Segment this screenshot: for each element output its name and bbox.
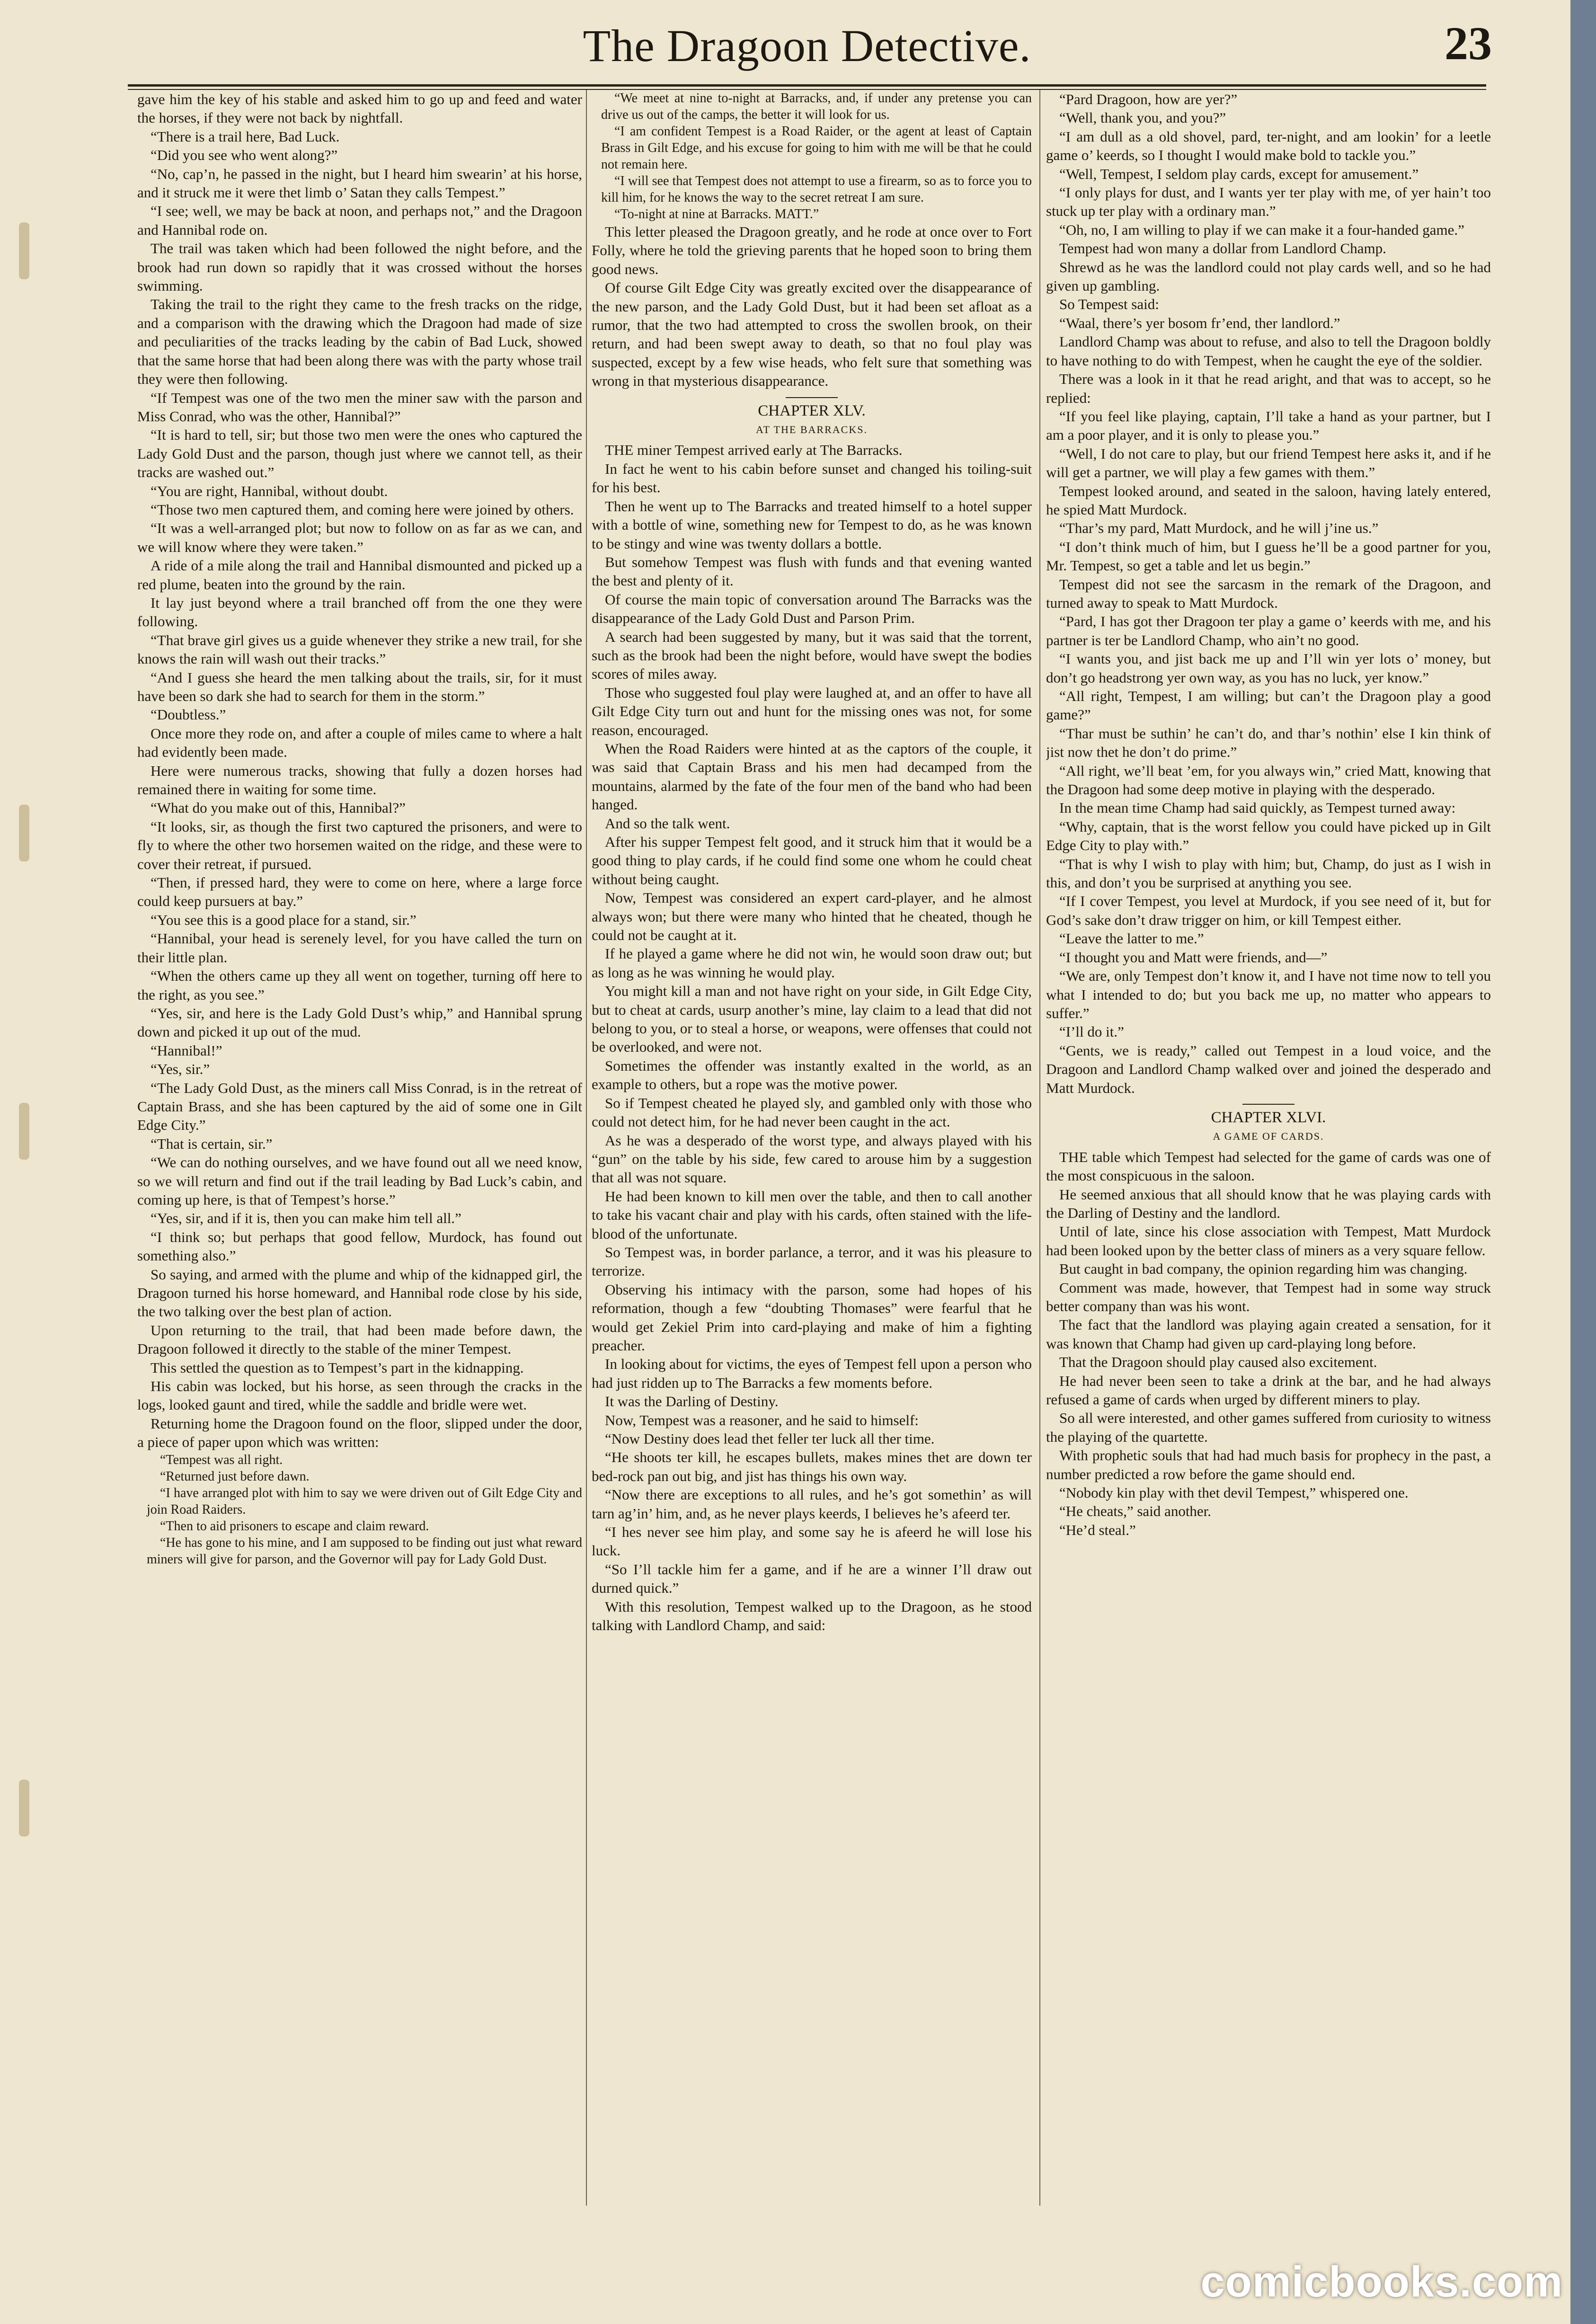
column-right	[1046, 90, 1491, 2220]
paragraph: “It was a well-arranged plot; but now to follow on as far as we can, and we will know where they were taken.”	[137, 520, 582, 555]
paragraph: Of course Gilt Edge City was greatly excited over the disappearance of the new parson, and the Lady Gold Dust, but it had been set afloat as a rumor, that the two had attempted to cross the swollen brook, on their return, and had been swept away to death, so that no foul play was suspected, except by a few wise heads, who felt sure that something was wrong in that mysterious disappearance.	[592, 279, 1032, 390]
paragraph: Those who suggested foul play were laughed at, and an offer to have all Gilt Edge City turn out and hunt for the missing ones was not, for some reason, encouraged.	[592, 684, 1032, 738]
paragraph: “If you feel like playing, captain, I’ll take a hand as your partner, but I am a poor player, and it is only to please you.”	[1046, 408, 1491, 444]
paragraph: But somehow Tempest was flush with funds and that evening wanted the best and plenty of it.	[592, 553, 1032, 589]
written-note	[137, 1452, 582, 1568]
paragraph: “Hannibal, your head is serenely level, for you have called the turn on their little plan.	[137, 930, 582, 966]
page-header	[128, 12, 1492, 83]
paragraph: “So I’ll tackle him fer a game, and if he are a winner I’ll draw out durned quick.”	[592, 1561, 1032, 1597]
paragraph: After his supper Tempest felt good, and it struck him that it would be a good thing to play cards, if he could find some one whom he could cheat without being caught.	[592, 834, 1032, 887]
paragraph: “Leave the latter to me.”	[1059, 930, 1204, 947]
paragraph: It lay just beyond where a trail branched off from the one they were following.	[137, 594, 582, 630]
watermark-text: comicbooks.com	[1200, 2258, 1563, 2306]
paragraph: “I think so; but perhaps that good fellow, Murdock, has found out something also.”	[137, 1228, 582, 1264]
paragraph: “I’ll do it.”	[1059, 1023, 1124, 1040]
paragraph: “I see; well, we may be back at noon, and perhaps not,” and the Dragoon and Hannibal rode on.	[137, 203, 582, 238]
story-text	[1046, 90, 1491, 1097]
paragraph: “Gents, we is ready,” called out Tempest in a loud voice, and the Dragoon and Landlord Champ walked over and joined the desperado and Matt Murdock.	[1046, 1042, 1491, 1096]
paragraph: “Now there are exceptions to all rules, and he’s got somethin’ as will tarn ag’in’ him, and, as he never plays keerds, I believes he’s afeerd ter.	[592, 1486, 1032, 1522]
paragraph: It was the Darling of Destiny.	[605, 1393, 779, 1410]
binding-hole	[19, 1103, 29, 1160]
paragraph: So if Tempest cheated he played sly, and gambled only with those who could not detect him, for he had never been caught in the act.	[592, 1094, 1032, 1130]
paragraph: “We can do nothing ourselves, and we have found out all we need know, so we will return and find out if the trail leading by Bad Luck’s cabin, and coming up here, is that of Tempest’s horse.”	[137, 1154, 582, 1208]
paragraph: “I thought you and Matt were friends, and—”	[1059, 949, 1328, 966]
column-left	[137, 90, 582, 2220]
paragraph: “You see this is a good place for a stand, sir.”	[151, 911, 417, 928]
chapter-heading: CHAPTER XLVI.	[1211, 1109, 1326, 1126]
binding-hole	[19, 1780, 29, 1836]
chapter-heading: CHAPTER XLV.	[758, 402, 866, 419]
paragraph: “It is hard to tell, sir; but those two men were the ones who captured the Lady Gold Dust and the parson, though just where we cannot tell, as their tracks are washed out.”	[137, 426, 582, 481]
paragraph: Tempest looked around, and seated in the saloon, having lately entered, he spied Matt Murdock.	[1046, 482, 1491, 518]
binding-hole	[19, 222, 29, 279]
paragraph: Now, Tempest was considered an expert card-player, and he almost always won; but there were many who hinted that he cheated, though he could not be caught at it.	[592, 889, 1032, 944]
paragraph: That the Dragoon should play caused also excitement.	[1059, 1354, 1377, 1371]
paragraph: “Hannibal!”	[151, 1042, 222, 1059]
binding-hole	[19, 805, 29, 861]
paragraph: He had been known to kill men over the table, and then to call another to take his vacant chair and play with his cards, often stained with the life-blood of the unfortunate.	[592, 1188, 1032, 1242]
paragraph: Taking the trail to the right they came to the fresh tracks on the ridge, and a comparison with the drawing which the Dragoon had made of size and peculiarities of the tracks leading by the cabin of Bad Luck, showed that the same horse that had been along there was with the party whose trail they were then following.	[137, 296, 582, 388]
paragraph: “Then to aid prisoners to escape and claim reward.	[160, 1518, 429, 1534]
paragraph: Tempest did not see the sarcasm in the remark of the Dragoon, and turned away to speak to Matt Murdock.	[1046, 576, 1491, 611]
paragraph: “I have arranged plot with him to say we were driven out of Gilt Edge City and join Road Raiders.	[147, 1485, 582, 1517]
paragraph: “Nobody kin play with thet devil Tempest,” whispered one.	[1059, 1484, 1409, 1501]
paragraph: “He’d steal.”	[1059, 1521, 1136, 1538]
paragraph: “I am dull as a old shovel, pard, ter-night, and am lookin’ for a leetle game o’ keerds, so I thought I would make bold to tackle you.”	[1046, 128, 1491, 164]
paragraph: If he played a game where he did not win, he would soon draw out; but as long as he was winning he would play.	[592, 945, 1032, 981]
paragraph: He had never been seen to take a drink at the bar, and he had always refused a game of cards when urged by different miners to play.	[1046, 1372, 1491, 1408]
paragraph: “Pard, I has got ther Dragoon ter play a game o’ keerds with me, and his partner is ter be Landlord Champ, who ain’t no good.	[1046, 613, 1491, 648]
paragraph: “No, cap’n, he passed in the night, but I heard him swearin’ at his horse, and it struck me it were thet limb o’ Satan they calls Tempest.”	[137, 165, 582, 201]
paragraph: In fact he went to his cabin before sunset and changed his toiling-suit for his best.	[592, 460, 1032, 496]
paragraph: “Those two men captured them, and coming here were joined by others.	[151, 501, 574, 518]
paragraph: So all were interested, and other games suffered from curiosity to witness the playing of the quartette.	[1046, 1410, 1491, 1445]
paragraph: Upon returning to the trail, that had been made before dawn, the Dragoon followed it directly to the stable of the miner Tempest.	[137, 1322, 582, 1357]
story-text	[592, 222, 1032, 390]
paragraph: This settled the question as to Tempest’s part in the kidnapping.	[151, 1359, 524, 1376]
chapter-subtitle: A GAME OF CARDS.	[1213, 1130, 1324, 1143]
paragraph: This letter pleased the Dragoon greatly, and he rode at once over to Fort Folly, where he told the grieving parents that he hoped soon to bring them good news.	[592, 223, 1032, 277]
paragraph: “I only plays for dust, and I wants yer ter play with me, of yer hain’t too stuck up ter play with a ordinary man.”	[1046, 184, 1491, 220]
paragraph: A ride of a mile along the trail and Hannibal dismounted and picked up a red plume, beaten into the ground by the rain.	[137, 557, 582, 593]
paragraph: “I don’t think much of him, but I guess he’ll be a good partner for you, Mr. Tempest, so get a table and let us begin.”	[1046, 538, 1491, 574]
paragraph: “Thar’s my pard, Matt Murdock, and he will j’ine us.”	[1059, 520, 1379, 537]
paragraph: Landlord Champ was about to refuse, and also to tell the Dragoon boldly to have nothing to do with Tempest, when he caught the eye of the soldier.	[1046, 333, 1491, 369]
paragraph: “If I cover Tempest, you level at Murdock, if you see need of it, but for God’s sake don’t draw trigger on him, or kill Tempest either.	[1046, 893, 1491, 928]
paragraph: “You are right, Hannibal, without doubt.	[151, 482, 388, 499]
story-text	[1046, 1148, 1491, 1540]
paragraph: Returning home the Dragoon found on the floor, slipped under the door, a piece of paper upon which was written:	[137, 1415, 582, 1451]
paragraph: THE table which Tempest had selected for the game of cards was one of the most conspicuous in the saloon.	[1046, 1148, 1491, 1184]
paragraph: “He cheats,” said another.	[1059, 1503, 1212, 1520]
paragraph: “Yes, sir, and if it is, then you can make him tell all.”	[151, 1210, 461, 1227]
paragraph: Of course the main topic of conversation around The Barracks was the disappearance of the Lady Gold Dust and Parson Prim.	[592, 591, 1032, 627]
paragraph: “I am confident Tempest is a Road Raider, or the agent at least of Captain Brass in Gilt Edge, and his excuse for going to him with me will be that he could not remain here.	[601, 124, 1032, 172]
paragraph: “It looks, sir, as though the first two captured the prisoners, and were to fly to where the other two horsemen waited on the ridge, and these were to cover their retreat, if pursued.	[137, 818, 582, 872]
paragraph: “He shoots ter kill, he escapes bullets, makes mines thet are down ter bed-rock pan out big, and jist has things his own way.	[592, 1449, 1032, 1484]
paragraph: gave him the key of his stable and asked him to go up and feed and water the horses, if they were not back by nightfall.	[137, 91, 582, 126]
paragraph: As he was a desperado of the worst type, and always played with his “gun” on the table by his side, few cared to arouse him by a suggestion that all was not square.	[592, 1132, 1032, 1186]
paragraph: “All right, Tempest, I am willing; but can’t the Dragoon play a good game?”	[1046, 688, 1491, 723]
page-number: 23	[1445, 17, 1492, 70]
paragraph: “Well, Tempest, I seldom play cards, except for amusement.”	[1059, 165, 1419, 182]
paragraph: “Then, if pressed hard, they were to come on here, where a large force could keep pursuers at bay.”	[137, 874, 582, 910]
paragraph: “Waal, there’s yer bosom fr’end, ther landlord.”	[1059, 314, 1340, 331]
paragraph: “That is certain, sir.”	[151, 1135, 273, 1152]
paragraph: “That brave girl gives us a guide whenever they strike a new trail, for she knows the rain will wash out their tracks.”	[137, 631, 582, 667]
paragraph: Here were numerous tracks, showing that fully a dozen horses had remained there in waiting for some time.	[137, 762, 582, 798]
paragraph: “What do you make out of this, Hannibal?”	[151, 799, 406, 816]
paragraph: The trail was taken which had been followed the night before, and the brook had run down so rapidly that it was crossed without the horses swimming.	[137, 240, 582, 294]
paragraph: “And I guess she heard the men talking about the trails, sir, for it must have been so dark she had to search for them in the storm.”	[137, 669, 582, 704]
paragraph: “I wants you, and jist back me up and I’ll win yer lots o’ money, but don’t go headstrong yer own way, as you has no luck, yer know.”	[1046, 650, 1491, 686]
paragraph: Comment was made, however, that Tempest had in some way struck better company than was his wont.	[1046, 1279, 1491, 1314]
paragraph: Then he went up to The Barracks and treated himself to a hotel supper with a bottle of wine, something new for Tempest to do, as he was known to be stingy and wine was twenty dollars a bottle.	[592, 497, 1032, 552]
paragraph: With this resolution, Tempest walked up to the Dragoon, as he stood talking with Landlord Champ, and said:	[592, 1598, 1032, 1634]
paragraph: When the Road Raiders were hinted at as the captors of the couple, it was said that Captain Brass and his men had decamped from the mountains, alarmed by the fate of the four men of the band who had been hanged.	[592, 740, 1032, 813]
paragraph: A search had been suggested by many, but it was said that the torrent, such as the brook had been the night before, would have swept the bodies scores of miles away.	[592, 628, 1032, 683]
paragraph: “Thar must be suthin’ he can’t do, and thar’s nothin’ else I kin think of jist now thet he don’t do prime.”	[1046, 725, 1491, 761]
paragraph: “The Lady Gold Dust, as the miners call Miss Conrad, is in the retreat of Captain Brass, and she has been captured by the aid of some one in Gilt Edge City.”	[137, 1079, 582, 1134]
paragraph: Tempest had won many a dollar from Landlord Champ.	[1059, 240, 1386, 257]
paragraph: And so the talk went.	[605, 815, 730, 832]
paragraph: “Did you see who went along?”	[151, 147, 338, 164]
paragraph: “All right, we’ll beat ’em, for you always win,” cried Matt, knowing that the Dragoon had some deep motive in playing with the desperado.	[1046, 762, 1491, 798]
chapter-rule	[1242, 1104, 1295, 1105]
header-rule	[128, 84, 1486, 87]
paragraph: “Yes, sir.”	[151, 1061, 210, 1078]
paragraph: “He has gone to his mine, and I am supposed to be finding out just what reward miners will give for parson, and the Governor will pay for Lady Gold Dust.	[147, 1535, 582, 1567]
paragraph: So saying, and armed with the plume and whip of the kidnapped girl, the Dragoon turned his horse homeward, and Hannibal rode close by his side, the two talking over the best plan of action.	[137, 1266, 582, 1320]
paragraph: “Doubtless.”	[151, 706, 226, 723]
paragraph: “Yes, sir, and here is the Lady Gold Dust’s whip,” and Hannibal sprung down and picked it up out of the mud.	[137, 1004, 582, 1040]
paragraph: “Tempest was all right.	[160, 1452, 283, 1467]
paragraph: He seemed anxious that all should know that he was playing cards with the Darling of Destiny and the landlord.	[1046, 1186, 1491, 1221]
paragraph: “Pard Dragoon, how are yer?”	[1059, 91, 1238, 107]
paragraph: In the mean time Champ had said quickly, as Tempest turned away:	[1059, 799, 1456, 816]
paragraph: “Oh, no, I am willing to play if we can make it a four-handed game.”	[1059, 221, 1464, 238]
paragraph: THE miner Tempest arrived early at The Barracks.	[605, 442, 903, 459]
paragraph: Observing his intimacy with the parson, some had hopes of his reformation, though a few “doubting Thomases” were fearful that he would get Zekiel Prim into card-playing and make of him a fighting preacher.	[592, 1281, 1032, 1354]
paragraph: “I hes never see him play, and some say he is afeerd he will lose his luck.	[592, 1524, 1032, 1559]
paragraph: So Tempest said:	[1059, 296, 1159, 313]
column-divider	[1039, 90, 1040, 2206]
column-middle	[592, 90, 1032, 2220]
chapter-rule	[786, 397, 838, 398]
paragraph: “We meet at nine to-night at Barracks, and, if under any pretense you can drive us out of the camps, the better it will look for us.	[601, 91, 1032, 122]
paragraph: “When the others came up they all went on together, turning off here to the right, as you see.”	[137, 967, 582, 1003]
column-divider	[586, 90, 587, 2206]
paragraph: “Well, thank you, and you?”	[1059, 109, 1226, 126]
paragraph: “I will see that Tempest does not attempt to use a firearm, so as to force you to kill him, for he knows the way to the secret retreat I am sure.	[601, 174, 1032, 205]
paragraph: “Now Destiny does lead thet feller ter luck all ther time.	[605, 1430, 935, 1447]
chapter-subtitle: AT THE BARRACKS.	[756, 424, 868, 436]
story-text	[592, 441, 1032, 1634]
paragraph: Once more they rode on, and after a couple of miles came to where a halt had evidently been made.	[137, 725, 582, 761]
paragraph: But caught in bad company, the opinion regarding him was changing.	[1059, 1260, 1468, 1277]
paragraph: Until of late, since his close association with Tempest, Matt Murdock had been looked upon by the better class of miners as a very square fellow.	[1046, 1223, 1491, 1259]
paragraph: Sometimes the offender was instantly exalted in the world, as an example to others, but a rope was the motive power.	[592, 1057, 1032, 1093]
paragraph: There was a look in it that he read aright, and that was to accept, so he replied:	[1046, 371, 1491, 406]
paragraph: “If Tempest was one of the two men the miner saw with the parson and Miss Conrad, who was the other, Hannibal?”	[137, 389, 582, 425]
paragraph: With prophetic souls that had had much basis for prophecy in the past, a number predicted a row before the game should end.	[1046, 1447, 1491, 1482]
paragraph: So Tempest was, in border parlance, a terror, and it was his pleasure to terrorize.	[592, 1243, 1032, 1279]
story-text	[137, 90, 582, 1452]
paragraph: “Returned just before dawn.	[160, 1469, 310, 1484]
paragraph: “Well, I do not care to play, but our friend Tempest here asks it, and if he will get a partner, we will play a few games with them.”	[1046, 445, 1491, 481]
paragraph: The fact that the landlord was playing again created a sensation, for it was known that Champ had given up card-playing long before.	[1046, 1316, 1491, 1352]
paragraph: Now, Tempest was a reasoner, and he said to himself:	[605, 1411, 919, 1428]
written-note-continued	[592, 90, 1032, 222]
page-title: The Dragoon Detective.	[583, 20, 1031, 71]
paragraph: “There is a trail here, Bad Luck.	[151, 128, 340, 145]
paragraph: “We are, only Tempest don’t know it, and I have not time now to tell you what I intended to do; but you back me up, no matter who appears to suffer.”	[1046, 967, 1491, 1021]
paragraph: “Why, captain, that is the worst fellow you could have picked up in Gilt Edge City to play with.”	[1046, 818, 1491, 854]
paragraph: His cabin was locked, but his horse, as seen through the cracks in the logs, looked gaunt and tired, while the saddle and bridle were wet.	[137, 1378, 582, 1413]
paragraph: “That is why I wish to play with him; but, Champ, do just as I wish in this, and don’t you be surprised at anything you see.	[1046, 855, 1491, 891]
paragraph: You might kill a man and not have right on your side, in Gilt Edge City, but to cheat at cards, usurp another’s mine, lay claim to a lead that did not belong to you, or to steal a horse, or weapons, were offenses that could not be overlooked, and were not.	[592, 983, 1032, 1056]
paragraph: “To-night at nine at Barracks. MATT.”	[614, 207, 819, 222]
page-edge-background	[1570, 0, 1596, 2324]
paragraph: Shrewd as he was the landlord could not play cards well, and so he had given up gambling.	[1046, 258, 1491, 294]
paragraph: In looking about for victims, the eyes of Tempest fell upon a person who had just ridden up to The Barracks a few moments before.	[592, 1356, 1032, 1391]
